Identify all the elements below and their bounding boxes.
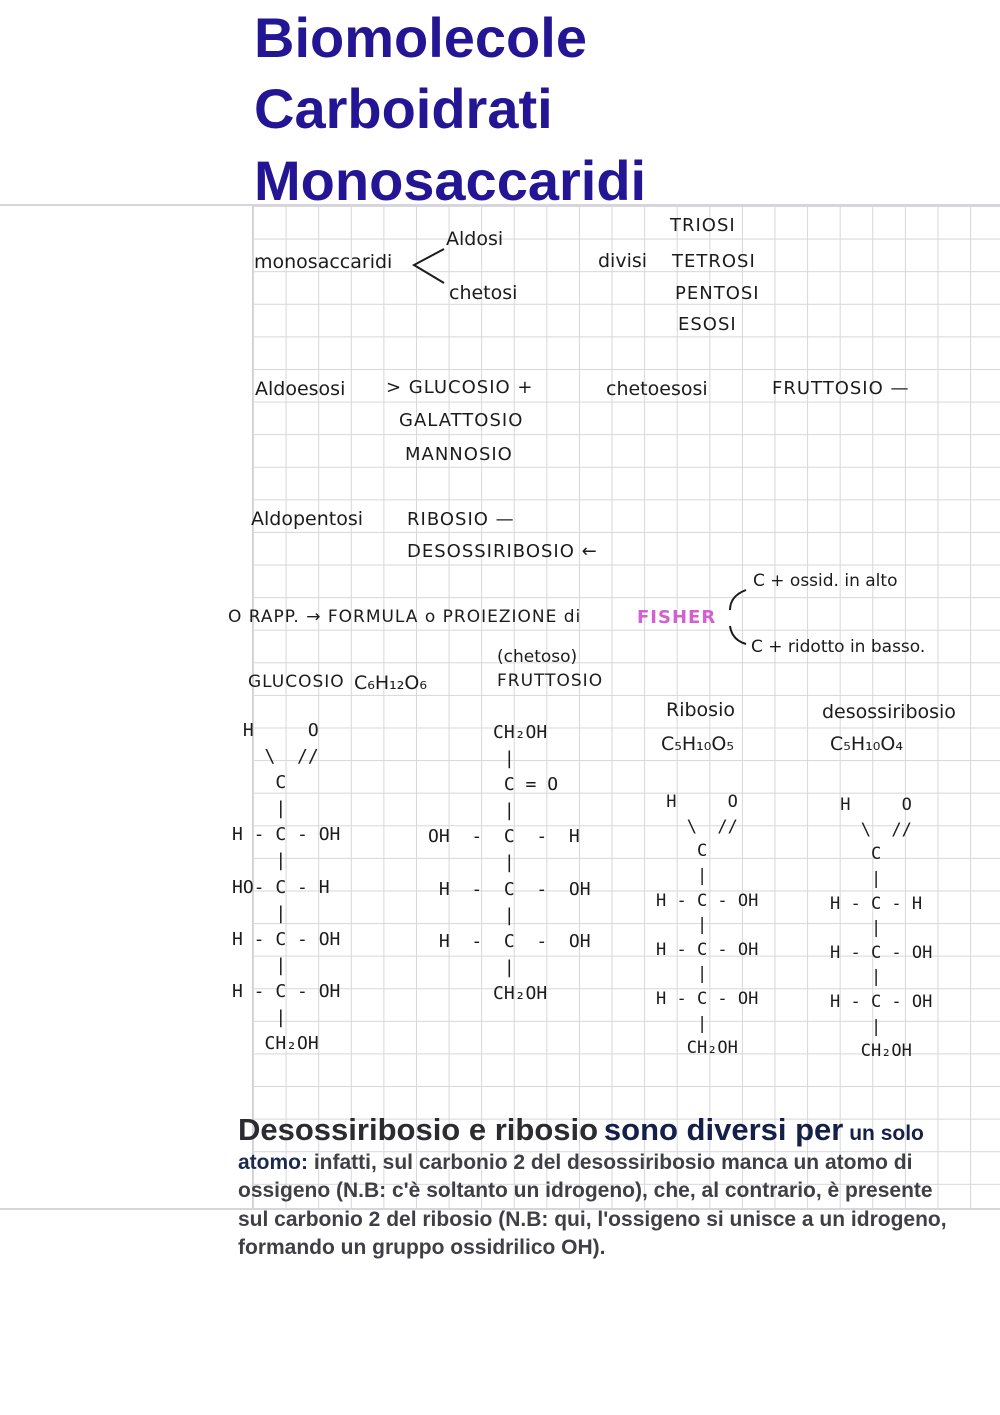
fischer-desossiribosio: H O \ // C | H - C - H | H - C - OH | H - C - OH | CH₂OH [830, 795, 933, 1062]
note-ribosio-item: RIBOSIO — [407, 509, 515, 530]
note-monosaccaridi: monosaccaridi [254, 251, 393, 273]
note-pentosi: PENTOSI [675, 283, 760, 304]
explanation-paragraph [238, 1112, 958, 1263]
note-aldopentosi: Aldopentosi [251, 508, 364, 530]
note-glucosio-formula: C₆H₁₂O₆ [354, 672, 427, 694]
fischer-fruttosio: CH₂OH | C = O | OH - C - H | H - C - OH | H - C - OH | CH₂OH [428, 722, 591, 1004]
note-c-ossid-alto: C + ossid. in alto [753, 571, 898, 591]
fischer-glucosio: H O \ // C | H - C - OH | HO- C - H | H - C - OH | H - C - OH | CH₂OH [232, 720, 341, 1055]
title-biomolecole: Biomolecole [254, 6, 587, 69]
note-aldosi: Aldosi [446, 228, 504, 250]
paragraph-lead-3: un solo [849, 1122, 924, 1145]
note-ribosio-formula: C₅H₁₀O₅ [661, 733, 734, 755]
brace-fisher-rules [724, 586, 754, 648]
note-c-ridotto-basso: C + ridotto in basso. [751, 637, 926, 657]
note-galattosio: GALATTOSIO [399, 410, 524, 431]
paragraph-lead-1: Desossiribosio e ribosio [238, 1112, 599, 1147]
paragraph-lead-2: sono diversi per [603, 1112, 844, 1147]
note-desossiribosio-formula: C₅H₁₀O₄ [830, 733, 903, 755]
note-esosi: ESOSI [678, 314, 737, 335]
note-rapp-formula: O RAPP. → FORMULA o PROIEZIONE di [228, 607, 582, 627]
note-fruttosio-item: FRUTTOSIO — [772, 378, 910, 399]
title-monosaccaridi: Monosaccaridi [254, 149, 647, 212]
note-fisher: FISHER [637, 607, 717, 628]
brace-aldosi-chetosi [408, 243, 448, 287]
fischer-ribosio: H O \ // C | H - C - OH | H - C - OH | H - C - OH | CH₂OH [656, 792, 759, 1059]
note-chetoesosi: chetoesosi [606, 378, 708, 400]
note-fruttosio-label: FRUTTOSIO [497, 671, 604, 691]
note-mannosio: MANNOSIO [405, 444, 513, 465]
note-desossiribosio-item: DESOSSIRIBOSIO ← [407, 541, 598, 562]
note-glucosio-label: GLUCOSIO [248, 672, 345, 692]
note-ribosio-label: Ribosio [666, 699, 735, 721]
note-divisi: divisi [598, 250, 648, 272]
title-carboidrati: Carboidrati [254, 77, 553, 140]
note-triosi: TRIOSI [670, 215, 736, 236]
note-glucosio-item: > GLUCOSIO + [386, 377, 534, 398]
paragraph-lead-4: atomo: [238, 1150, 308, 1174]
note-tetrosi: TETROSI [672, 251, 756, 272]
note-chetoso: (chetoso) [497, 647, 578, 667]
note-aldoesosi: Aldoesosi [255, 378, 346, 400]
note-chetosi: chetosi [449, 282, 518, 304]
note-desossiribosio-label: desossiribosio [822, 701, 956, 723]
paragraph-body: infatti, sul carbonio 2 del desossiribosio manca un atomo di ossigeno (N.B: c'è soltanto un idrogeno), che, al contrario, è presente sul carbonio 2 del ribosio (N.B: qui, l'ossigeno si unisce a un idrogeno, formando un gruppo ossidrilico OH). [238, 1150, 947, 1259]
